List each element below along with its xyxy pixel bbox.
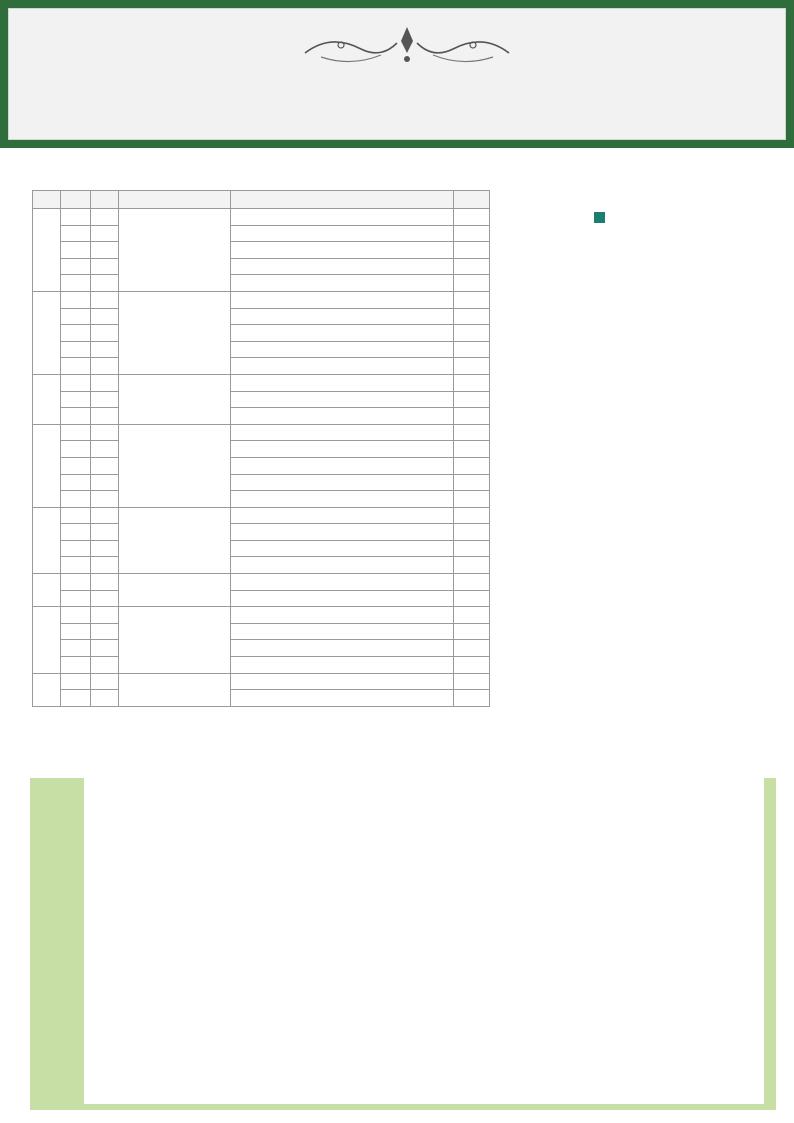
table-row [33,424,490,441]
type-cell [230,657,453,674]
type-cell [230,507,453,524]
table-header-row [33,191,490,209]
number-cell [60,590,90,607]
type-cell [230,308,453,325]
table-row [33,657,490,674]
level-cell [454,557,490,574]
score-cell [90,391,118,408]
category-cell [33,374,61,424]
level-cell [454,225,490,242]
score-cell [90,457,118,474]
score-cell [90,225,118,242]
score-cell [90,291,118,308]
category-cell [33,607,61,673]
number-cell [60,291,90,308]
type-cell [230,291,453,308]
type-cell [230,209,453,226]
score-cell [90,607,118,624]
level-cell [454,291,490,308]
header-panel [8,8,786,140]
score-cell [90,590,118,607]
table-row [33,408,490,425]
number-cell [60,341,90,358]
score-cell [90,524,118,541]
category-cell [33,291,61,374]
level-cell [454,657,490,674]
score-cell [90,242,118,259]
col-header [33,191,61,209]
unit-cell [118,607,230,673]
score-cell [90,474,118,491]
level-cell [454,209,490,226]
level-cell [454,408,490,425]
level-cell [454,491,490,508]
number-cell [60,474,90,491]
score-cell [90,341,118,358]
table-row [33,441,490,458]
table-row [33,590,490,607]
type-cell [230,607,453,624]
number-cell [60,457,90,474]
number-cell [60,491,90,508]
level-cell [454,341,490,358]
level-cell [454,424,490,441]
calligraphy-line-2 [39,21,199,32]
level-cell [454,457,490,474]
number-cell [60,507,90,524]
number-cell [60,275,90,292]
type-cell [230,225,453,242]
number-cell [60,690,90,707]
question-table [32,190,490,707]
table-row [33,640,490,657]
level-cell [454,441,490,458]
level-cell [454,242,490,259]
table-row [33,690,490,707]
score-cell [90,209,118,226]
trend-label [30,778,84,1110]
table-row [33,574,490,591]
category-cell [33,209,61,292]
number-cell [60,607,90,624]
level-cell [454,474,490,491]
unit-cell [118,574,230,607]
score-cell [90,258,118,275]
col-header [118,191,230,209]
category-cell [33,507,61,573]
number-cell [60,557,90,574]
category-cell [33,673,61,706]
number-cell [60,524,90,541]
score-cell [90,507,118,524]
number-cell [60,358,90,375]
table-row [33,673,490,690]
table-row [33,325,490,342]
type-cell [230,524,453,541]
header-calligraphy [39,21,199,32]
table-row [33,258,490,275]
score-cell [90,540,118,557]
type-cell [230,275,453,292]
score-cell [90,424,118,441]
number-cell [60,640,90,657]
number-cell [60,209,90,226]
level-cell [454,623,490,640]
number-cell [60,391,90,408]
table-row [33,607,490,624]
table-row [33,308,490,325]
number-cell [60,325,90,342]
col-header [60,191,90,209]
level-cell [454,308,490,325]
type-cell [230,424,453,441]
number-cell [60,408,90,425]
type-cell [230,640,453,657]
type-cell [230,491,453,508]
level-cell [454,673,490,690]
number-cell [60,574,90,591]
type-cell [230,408,453,425]
score-cell [90,325,118,342]
unit-cell [118,374,230,424]
category-cell [33,574,61,607]
table-row [33,275,490,292]
score-cell [90,673,118,690]
number-cell [60,657,90,674]
type-cell [230,673,453,690]
score-cell [90,491,118,508]
number-cell [60,242,90,259]
number-cell [60,424,90,441]
level-cell [454,258,490,275]
table-row [33,507,490,524]
table-row [33,623,490,640]
number-cell [60,225,90,242]
table-row [33,358,490,375]
score-cell [90,623,118,640]
exam-trend-section [30,778,776,1110]
col-header [454,191,490,209]
col-header [90,191,118,209]
level-cell [454,507,490,524]
unit-cell [118,209,230,292]
type-cell [230,258,453,275]
level-cell [454,275,490,292]
chart-svg [494,196,794,756]
score-cell [90,640,118,657]
type-cell [230,457,453,474]
type-cell [230,590,453,607]
table-row [33,557,490,574]
level-cell [454,690,490,707]
table-row [33,374,490,391]
table-row [33,225,490,242]
table-row [33,209,490,226]
score-cell [90,690,118,707]
level-cell [454,524,490,541]
calligraphy-line-1 [53,21,199,31]
table-row [33,391,490,408]
table-row [33,341,490,358]
score-cell [90,275,118,292]
number-cell [60,374,90,391]
score-cell [90,374,118,391]
unit-ratio-chart [494,196,794,756]
number-cell [60,623,90,640]
type-cell [230,374,453,391]
score-cell [90,408,118,425]
type-cell [230,557,453,574]
level-cell [454,540,490,557]
ornament-icon [301,23,513,67]
table-row [33,291,490,308]
type-cell [230,325,453,342]
score-cell [90,557,118,574]
level-cell [454,590,490,607]
unit-cell [118,673,230,706]
brand-logo [597,43,765,123]
level-cell [454,607,490,624]
score-cell [90,308,118,325]
level-cell [454,574,490,591]
level-cell [454,358,490,375]
table-row [33,242,490,259]
number-cell [60,441,90,458]
table-row [33,491,490,508]
type-cell [230,690,453,707]
level-cell [454,391,490,408]
type-cell [230,441,453,458]
type-cell [230,623,453,640]
level-cell [454,374,490,391]
unit-cell [118,507,230,573]
type-cell [230,474,453,491]
table-row [33,457,490,474]
table-row [33,524,490,541]
type-cell [230,391,453,408]
score-cell [90,574,118,591]
table-row [33,474,490,491]
table-row [33,540,490,557]
unit-cell [118,424,230,507]
legend-swatch [594,212,605,223]
number-cell [60,673,90,690]
category-cell [33,424,61,507]
score-cell [90,441,118,458]
col-header [230,191,453,209]
type-cell [230,358,453,375]
score-cell [90,657,118,674]
score-cell [90,358,118,375]
number-cell [60,258,90,275]
type-cell [230,242,453,259]
number-cell [60,308,90,325]
number-cell [60,540,90,557]
level-cell [454,325,490,342]
unit-cell [118,291,230,374]
type-cell [230,574,453,591]
type-cell [230,540,453,557]
trend-body [84,778,764,1104]
level-cell [454,640,490,657]
type-cell [230,341,453,358]
